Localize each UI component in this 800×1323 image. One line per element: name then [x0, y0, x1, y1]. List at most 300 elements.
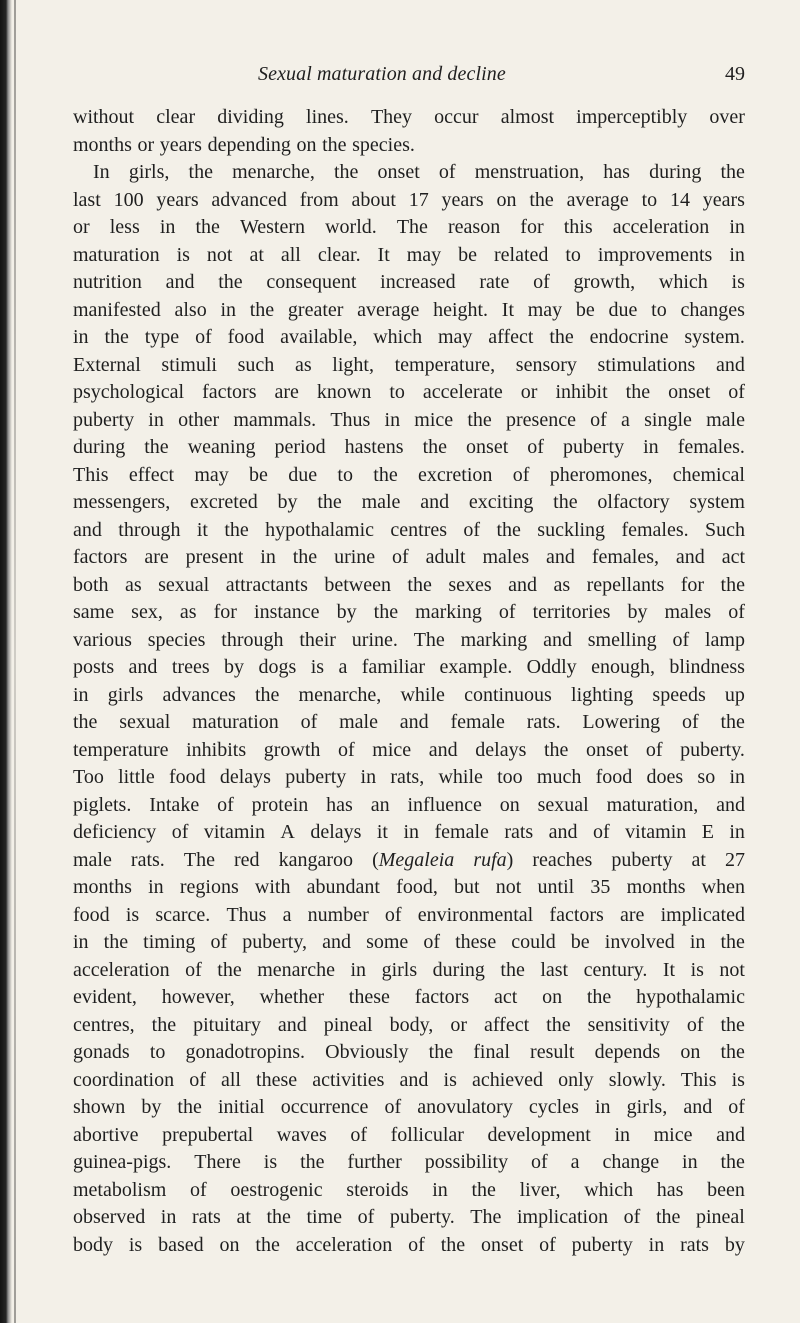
word: 27 — [725, 848, 745, 871]
word: not — [719, 958, 745, 981]
word: in — [689, 931, 706, 953]
word: psychological — [73, 381, 185, 403]
word: girls, — [626, 1096, 668, 1118]
word: blindness — [669, 656, 745, 678]
word: follicular — [390, 1123, 464, 1146]
text-line — [73, 764, 745, 792]
word: on — [499, 793, 520, 816]
word: at — [691, 848, 706, 871]
word: change — [602, 1151, 660, 1173]
word: by — [277, 491, 298, 513]
word: menarche — [257, 958, 335, 981]
word: gonadotropins. — [185, 1041, 305, 1063]
word: be — [575, 298, 595, 321]
word: by — [627, 601, 648, 623]
word: on — [496, 188, 517, 211]
word: a — [621, 408, 630, 431]
word: the — [195, 216, 220, 238]
text-line — [73, 379, 745, 407]
word: acceleration — [295, 1233, 393, 1256]
word: months — [73, 876, 132, 898]
word: rats — [504, 821, 534, 843]
word: average — [566, 188, 629, 211]
word: lighting — [571, 683, 634, 706]
word: the — [720, 1041, 745, 1063]
word: growth — [263, 738, 321, 761]
word: for — [680, 573, 705, 596]
word: of — [728, 381, 745, 403]
word: stimulations — [597, 353, 696, 376]
word: External — [73, 353, 141, 376]
word: exciting — [468, 491, 534, 513]
word: olfactory — [597, 491, 670, 513]
word: body — [73, 1233, 113, 1256]
word: in — [360, 766, 377, 788]
text-line — [73, 627, 745, 655]
word: the — [104, 326, 129, 348]
word: pituitary — [193, 1013, 261, 1036]
word: 100 — [113, 188, 144, 211]
text-line — [73, 1232, 745, 1260]
word: guinea-pigs. — [73, 1151, 172, 1173]
word: Obviously — [325, 1041, 409, 1063]
word: the — [73, 711, 98, 733]
word: during — [73, 436, 126, 458]
word: the — [720, 161, 745, 183]
word: when — [701, 876, 745, 898]
word: pineal — [695, 1206, 745, 1228]
word: or — [137, 133, 155, 156]
word: are — [619, 903, 645, 926]
text-line — [73, 792, 745, 820]
word: too — [497, 766, 523, 788]
word: only — [558, 1068, 594, 1091]
word: food — [595, 766, 633, 788]
word: onset — [586, 738, 629, 761]
word: the — [266, 1206, 291, 1228]
word: marking — [460, 628, 528, 651]
word: been — [707, 1178, 745, 1201]
word: the — [529, 188, 554, 211]
word: of — [423, 931, 441, 953]
word: sensitivity — [587, 1013, 670, 1036]
word: until — [537, 876, 575, 898]
word: excreted — [190, 491, 258, 513]
word: are — [274, 381, 299, 403]
text-line — [73, 599, 745, 627]
word: puberty — [611, 848, 673, 871]
word: sensory — [515, 353, 577, 376]
word: Oddly — [526, 656, 577, 678]
word: vitamin — [625, 821, 687, 843]
word: gonads — [73, 1041, 130, 1063]
word: abortive — [73, 1123, 139, 1146]
word: in — [220, 298, 236, 321]
text-line — [73, 902, 745, 930]
word: is — [310, 656, 325, 678]
word: familiar — [361, 656, 426, 678]
word: years — [702, 188, 745, 211]
word: the — [553, 491, 578, 513]
word: onset — [668, 381, 711, 403]
word: of — [384, 1096, 402, 1118]
word: achieved — [471, 1068, 544, 1091]
text-line — [73, 462, 745, 490]
word: by — [724, 1233, 745, 1256]
word: the — [720, 711, 745, 733]
word: of — [195, 326, 212, 348]
text-line — [73, 874, 745, 902]
word: of — [384, 903, 402, 926]
word: and — [546, 546, 575, 568]
word: anovulatory — [417, 1096, 513, 1118]
text-line — [73, 187, 745, 215]
word: light, — [332, 353, 374, 376]
word: act — [493, 986, 518, 1008]
word: is — [443, 1068, 457, 1091]
word: from — [299, 188, 339, 211]
word: the — [440, 1233, 466, 1256]
word: cycles — [528, 1096, 579, 1118]
word: is — [731, 271, 745, 293]
word: years — [441, 188, 484, 211]
word: speeds — [652, 683, 706, 706]
word: and — [322, 931, 351, 953]
word: food — [73, 903, 110, 926]
word: endocrine — [589, 326, 669, 348]
word: in — [73, 326, 89, 348]
word: trees — [171, 656, 210, 678]
word: their — [299, 628, 336, 651]
word: years — [159, 133, 202, 156]
word: the — [625, 381, 651, 403]
word: the — [249, 298, 275, 321]
word: girls — [381, 958, 418, 981]
word: repellants — [586, 573, 665, 596]
word: in — [384, 408, 401, 431]
word: up — [724, 683, 745, 706]
word: same — [73, 601, 115, 623]
word: centres, — [73, 1013, 135, 1036]
word: all — [220, 1068, 241, 1091]
word: time — [306, 1206, 343, 1228]
word: rats, — [390, 766, 425, 788]
word: attractants — [225, 573, 308, 596]
word: various — [73, 628, 132, 651]
word: the — [322, 133, 347, 156]
word: oestrogenic — [230, 1178, 323, 1201]
word: Too — [73, 766, 104, 788]
word: in — [260, 546, 276, 568]
word: and — [165, 271, 195, 293]
word: 17 — [408, 188, 429, 211]
word: E — [701, 821, 714, 843]
word: of — [190, 1178, 207, 1201]
word: are — [144, 546, 169, 568]
word: rats — [191, 1206, 221, 1228]
word: over — [709, 106, 745, 128]
word: sex, — [131, 601, 163, 623]
word: the — [720, 1151, 745, 1173]
word: little — [118, 766, 155, 788]
word: through — [118, 518, 181, 541]
word: enough, — [591, 656, 655, 678]
word: which — [584, 1178, 634, 1201]
word: acceleration — [612, 216, 710, 238]
word: rate — [479, 271, 510, 293]
word: in — [614, 1123, 631, 1146]
word: at — [236, 1206, 251, 1228]
text-line — [73, 572, 745, 600]
word: as — [294, 353, 312, 376]
word: be — [458, 243, 478, 266]
word: of — [438, 161, 456, 183]
word: and — [716, 1123, 745, 1146]
word: mice — [414, 408, 454, 431]
word: (Megaleia — [372, 848, 455, 871]
word: has — [603, 161, 630, 183]
word: body, — [389, 1013, 434, 1036]
word: does — [646, 766, 684, 788]
word: and — [675, 546, 705, 568]
word: a — [282, 903, 292, 926]
word: of — [217, 793, 234, 816]
word: male — [361, 491, 401, 513]
word: example. — [439, 656, 513, 678]
word: the — [188, 161, 213, 183]
word: average — [357, 298, 420, 321]
word: dogs — [258, 656, 297, 678]
word: may — [527, 298, 563, 321]
word: onset — [481, 1233, 524, 1256]
word: world. — [325, 216, 377, 238]
word: a — [338, 656, 348, 678]
word: system. — [684, 326, 745, 348]
word: scarce. — [155, 903, 211, 926]
word: the — [144, 436, 169, 458]
word: the — [103, 931, 129, 953]
word: puberty. — [680, 738, 745, 761]
word: messengers, — [73, 491, 171, 513]
word: with — [254, 876, 291, 898]
word: piglets. — [73, 793, 132, 816]
word: mammals. — [233, 408, 317, 431]
word: clear — [156, 106, 196, 128]
word: in — [643, 436, 659, 458]
word: or — [520, 381, 538, 403]
word: female — [434, 821, 489, 843]
word: known — [316, 381, 372, 403]
word: the — [422, 436, 447, 458]
page-number: 49 — [725, 63, 745, 85]
word: to — [565, 243, 581, 266]
word: the — [543, 738, 569, 761]
word: the — [217, 958, 242, 981]
word: of — [686, 1013, 704, 1036]
text-line — [73, 984, 745, 1012]
word: of — [728, 1096, 745, 1118]
word: in — [73, 683, 89, 706]
word: weaning — [187, 436, 256, 458]
word: to — [641, 188, 658, 211]
word: number — [307, 903, 369, 926]
word: during — [432, 958, 485, 981]
word: the — [467, 408, 492, 431]
word: the — [407, 573, 432, 596]
word: the — [428, 1041, 454, 1063]
word: the — [218, 271, 243, 293]
word: these — [455, 931, 497, 953]
word: in — [729, 243, 745, 266]
text-line — [73, 1204, 745, 1232]
text-line — [73, 929, 745, 957]
word: affect — [483, 1013, 530, 1036]
word: and — [277, 1013, 307, 1036]
italic-text: rufa — [473, 848, 507, 871]
word: Thus — [330, 408, 371, 431]
word: system — [689, 491, 745, 513]
word: height. — [433, 298, 489, 321]
word: vitamin — [203, 821, 265, 843]
word: implicated — [660, 903, 745, 926]
word: centres — [390, 518, 448, 541]
word: improvements — [597, 243, 713, 266]
word: both — [73, 573, 109, 596]
word: to — [337, 463, 353, 486]
word: about — [351, 188, 396, 211]
word: environmental — [417, 903, 534, 926]
word: suckling — [537, 518, 606, 541]
word: excretion — [418, 463, 493, 486]
word: or — [73, 216, 90, 238]
word: deficiency — [73, 821, 157, 843]
word: in — [682, 1151, 698, 1173]
word: onset — [466, 436, 509, 458]
word: century. — [583, 958, 648, 981]
word: some — [366, 931, 409, 953]
word: be — [570, 931, 590, 953]
word: species — [147, 628, 206, 651]
word: has — [656, 1178, 684, 1201]
word: sexes — [448, 573, 492, 596]
word: regions — [179, 876, 239, 898]
word: hypothalamic — [265, 518, 375, 541]
word: mice — [653, 1123, 693, 1146]
word: In — [93, 161, 110, 183]
word: steroids — [346, 1178, 409, 1201]
word: however, — [161, 986, 235, 1008]
word: for — [520, 216, 544, 238]
word: factors — [549, 903, 604, 926]
word: also — [174, 298, 207, 321]
word: on — [296, 133, 317, 156]
word: may — [194, 463, 229, 486]
word: rats. — [130, 848, 165, 871]
word: and — [399, 711, 429, 733]
text-line — [73, 132, 745, 160]
word: could — [511, 931, 556, 953]
word: involved — [604, 931, 675, 953]
word: evident, — [73, 986, 137, 1008]
word: presence — [506, 408, 576, 431]
text-line — [73, 709, 745, 737]
word: effect — [128, 463, 175, 486]
word: is — [690, 958, 704, 981]
word: an — [370, 793, 390, 816]
word: increased — [380, 271, 456, 293]
word: puberty, — [242, 931, 308, 953]
word: The — [183, 848, 215, 871]
word: advanced — [211, 188, 287, 211]
word: and — [508, 573, 537, 596]
word: be — [249, 463, 268, 486]
word: and — [428, 738, 458, 761]
word: by — [336, 601, 357, 623]
word: food — [227, 326, 265, 348]
word: in — [595, 1096, 611, 1118]
text-line — [73, 847, 745, 875]
word: factors — [202, 381, 257, 403]
word: adult — [425, 546, 466, 568]
word: male — [339, 711, 378, 733]
text-line — [73, 159, 745, 187]
word: of — [171, 821, 189, 843]
word: the — [255, 1233, 280, 1256]
word: sexual — [119, 711, 171, 733]
word: other — [178, 408, 220, 431]
word: it — [196, 518, 208, 541]
word: whether — [259, 986, 324, 1008]
word: onset — [377, 161, 420, 183]
text-line — [73, 489, 745, 517]
word: changes — [680, 298, 745, 321]
word: smelling — [587, 628, 657, 651]
word: It — [501, 298, 515, 321]
text-line — [73, 957, 745, 985]
word: during — [649, 161, 702, 183]
word: has — [326, 793, 353, 816]
word: maturation — [73, 243, 160, 266]
word: species. — [352, 133, 415, 156]
word: the — [254, 683, 280, 706]
word: of — [590, 408, 607, 431]
word: puberty — [73, 408, 135, 431]
word: slowly. — [608, 1068, 666, 1091]
word: lines. — [306, 106, 349, 128]
word: protein — [251, 793, 309, 816]
word: these — [348, 986, 390, 1008]
word: result — [530, 1041, 575, 1063]
word: occur — [434, 106, 479, 128]
word: of — [185, 958, 202, 981]
word: the — [655, 1206, 681, 1228]
word: Intake — [149, 793, 200, 816]
text-line — [73, 407, 745, 435]
word: and — [548, 821, 578, 843]
text-line — [73, 1039, 745, 1067]
word: as — [179, 601, 197, 623]
word: timing — [143, 931, 196, 953]
word: is — [128, 1233, 143, 1256]
word: the — [500, 958, 525, 981]
text-line — [73, 544, 745, 572]
word: in — [148, 408, 164, 431]
word: Thus — [226, 903, 267, 926]
word: while — [400, 683, 445, 706]
word: in — [160, 1206, 177, 1228]
word: in — [432, 1178, 448, 1201]
word: dividing — [217, 106, 284, 128]
